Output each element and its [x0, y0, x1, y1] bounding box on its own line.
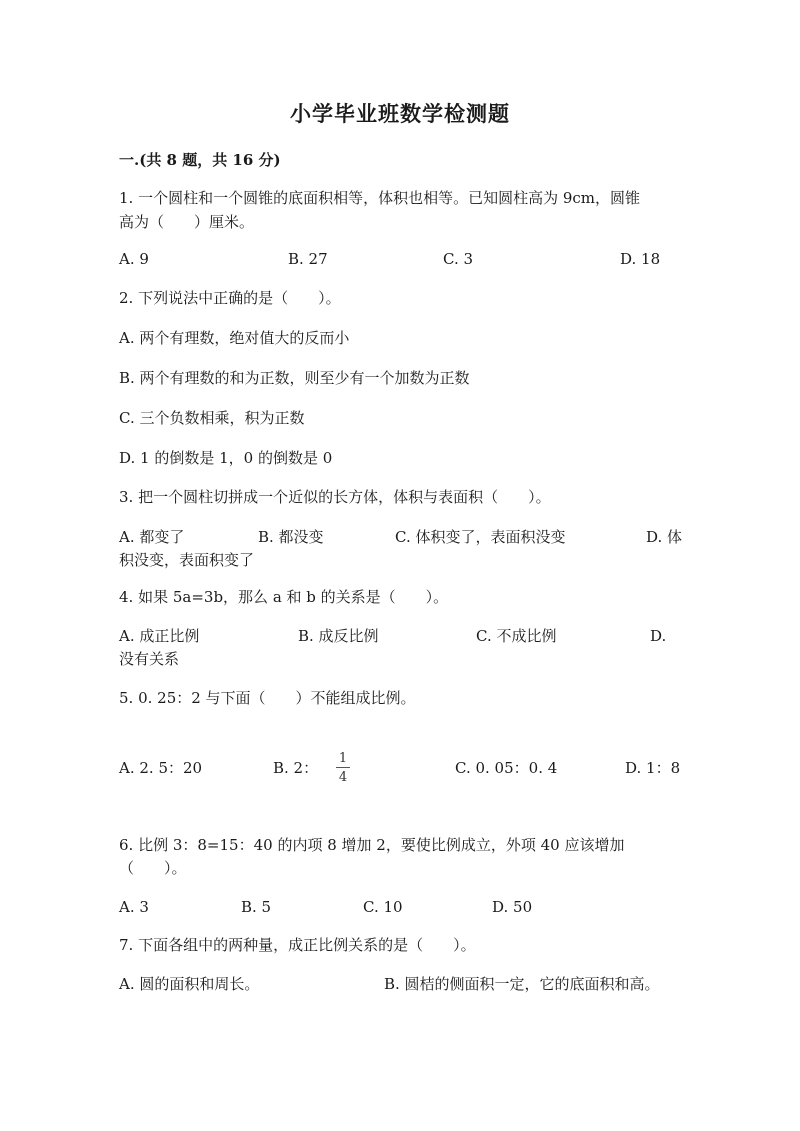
page-title: 小学毕业班数学检测题 [290, 101, 510, 126]
question-1-option-c: C. 3 [443, 250, 474, 268]
question-2-option-d: D. 1 的倒数是 1，0 的倒数是 0 [119, 449, 333, 467]
question-6-option-c: C. 10 [363, 898, 403, 916]
question-6-line-1: 6. 比例 3：8=15：40 的内项 8 增加 2，要使比例成立，外项 40 应该增加 [119, 836, 625, 854]
question-2-option-b: B. 两个有理数的和为正数，则至少有一个加数为正数 [119, 369, 470, 387]
question-1-line-1: 1. 一个圆柱和一个圆锥的底面积相等，体积也相等。已知圆柱高为 9cm，圆锥 [119, 189, 641, 207]
question-4-option-d: D. [650, 627, 667, 645]
question-2-option-c: C. 三个负数相乘，积为正数 [119, 409, 305, 427]
question-5-option-c: C. 0. 05：0. 4 [455, 759, 558, 777]
question-5-option-d: D. 1：8 [625, 759, 681, 777]
question-7-option-b: B. 圆桔的侧面积一定，它的底面积和高。 [384, 975, 660, 993]
fraction-bar [336, 767, 350, 768]
question-3-option-d: D. 体 [646, 528, 683, 546]
question-1-option-a: A. 9 [119, 250, 149, 268]
fraction-numerator: 1 [338, 751, 348, 766]
question-2-option-a: A. 两个有理数，绝对值大的反而小 [119, 329, 350, 347]
section-heading: 一.(共 8 题，共 16 分) [119, 151, 281, 169]
question-4-option-c: C. 不成比例 [476, 627, 557, 645]
question-7-stem: 7. 下面各组中的两种量，成正比例关系的是（ ）。 [119, 936, 476, 954]
question-3-option-c: C. 体积变了，表面积没变 [395, 528, 566, 546]
question-4-option-a: A. 成正比例 [119, 627, 200, 645]
fraction [336, 751, 350, 785]
question-1-option-b: B. 27 [288, 250, 328, 268]
question-4-option-d-cont: 没有关系 [119, 650, 180, 668]
fraction-denominator: 4 [338, 770, 348, 785]
question-3-stem: 3. 把一个圆柱切拼成一个近似的长方体，体积与表面积（ ）。 [119, 488, 551, 506]
question-4-option-b: B. 成反比例 [298, 627, 379, 645]
question-6-option-a: A. 3 [119, 898, 149, 916]
question-3-option-a: A. 都变了 [119, 528, 185, 546]
question-6-option-b: B. 5 [241, 898, 272, 916]
question-4-stem: 4. 如果 5a=3b，那么 a 和 b 的关系是（ ）。 [119, 588, 449, 606]
question-1-option-d: D. 18 [620, 250, 661, 268]
question-6-line-2: （ ）。 [119, 859, 187, 877]
question-6-option-d: D. 50 [492, 898, 533, 916]
question-1-line-2: 高为（ ）厘米。 [119, 213, 255, 231]
question-5-option-b: B. 2： [273, 759, 319, 777]
question-3-option-d-cont: 积没变，表面积变了 [119, 551, 255, 569]
question-7-option-a: A. 圆的面积和周长。 [119, 975, 260, 993]
question-3-option-b: B. 都没变 [258, 528, 324, 546]
question-2-stem: 2. 下列说法中正确的是（ ）。 [119, 289, 341, 307]
question-5-option-a: A. 2. 5：20 [119, 759, 203, 777]
question-5-stem: 5. 0. 25：2 与下面（ ）不能组成比例。 [119, 689, 416, 707]
